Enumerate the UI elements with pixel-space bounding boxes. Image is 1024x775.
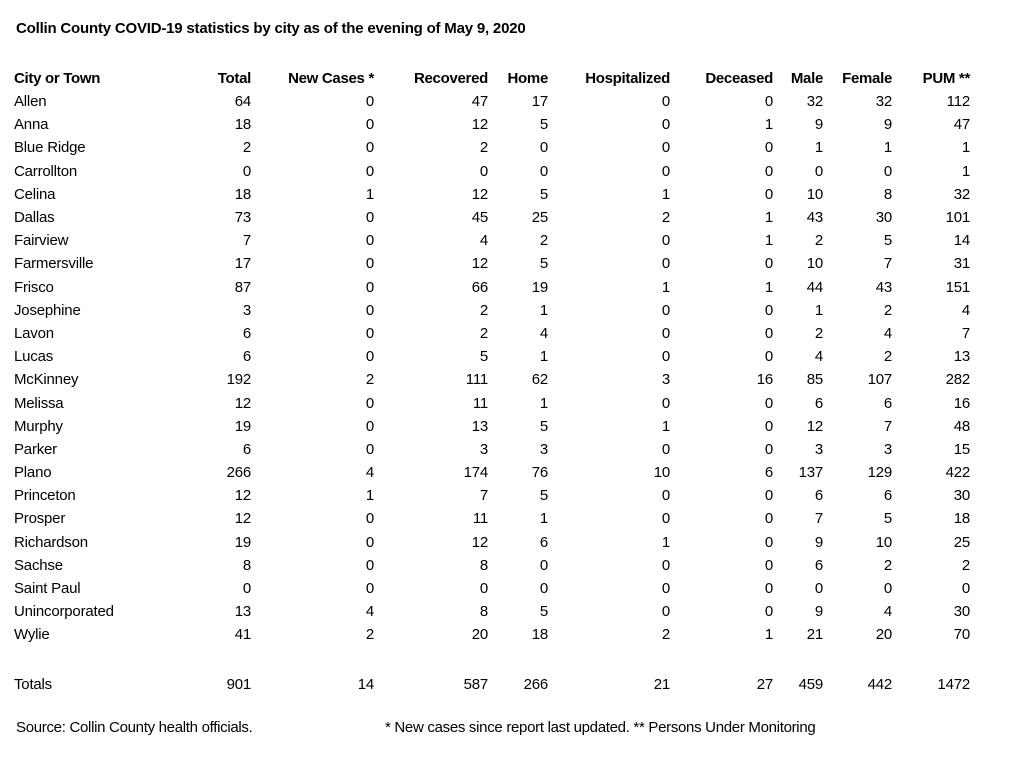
- cell-city: Dallas: [14, 209, 55, 227]
- cell-deceased: 0: [764, 255, 773, 273]
- cell-new-cases: 4: [365, 464, 374, 482]
- cell-total: 8: [242, 556, 251, 574]
- cell-male: 32: [806, 93, 823, 111]
- table-row: [14, 276, 970, 299]
- cell-pum: 18: [953, 510, 970, 528]
- cell-home: 5: [539, 116, 548, 134]
- cell-hospitalized: 1: [661, 185, 670, 203]
- header-row: [14, 66, 970, 90]
- cell-recovered: 20: [471, 626, 488, 644]
- cell-home: 0: [539, 162, 548, 180]
- cell-pum: 25: [953, 533, 970, 551]
- cell-city: Sachse: [14, 556, 63, 574]
- cell-city: Fairview: [14, 232, 69, 250]
- table-row: [14, 507, 970, 530]
- table-row: [14, 368, 970, 391]
- cell-home: 62: [531, 371, 548, 389]
- cell-total: 19: [234, 533, 251, 551]
- totals-home: 266: [523, 675, 548, 693]
- column-header-total: Total: [217, 69, 251, 87]
- cell-deceased: 1: [764, 278, 773, 296]
- cell-pum: 31: [953, 255, 970, 273]
- cell-home: 1: [539, 394, 548, 412]
- cell-total: 0: [242, 580, 251, 598]
- column-header-pum: PUM **: [922, 69, 970, 87]
- totals-recovered: 587: [463, 675, 488, 693]
- cell-new-cases: 1: [365, 185, 374, 203]
- cell-pum: 70: [953, 626, 970, 644]
- cell-male: 10: [806, 185, 823, 203]
- table-row: [14, 531, 970, 554]
- cell-female: 7: [883, 255, 892, 273]
- cell-pum: 282: [945, 371, 970, 389]
- table-row: [14, 345, 970, 368]
- cell-total: 41: [234, 626, 251, 644]
- cell-total: 12: [234, 510, 251, 528]
- cell-new-cases: 2: [365, 371, 374, 389]
- cell-female: 30: [875, 209, 892, 227]
- cell-male: 2: [814, 232, 823, 250]
- cell-total: 3: [242, 301, 251, 319]
- cell-male: 0: [814, 162, 823, 180]
- cell-hospitalized: 2: [661, 209, 670, 227]
- cell-recovered: 45: [471, 209, 488, 227]
- cell-total: 12: [234, 487, 251, 505]
- cell-home: 5: [539, 185, 548, 203]
- cell-hospitalized: 0: [661, 603, 670, 621]
- cell-home: 0: [539, 556, 548, 574]
- cell-new-cases: 2: [365, 626, 374, 644]
- table-row: [14, 415, 970, 438]
- cell-new-cases: 0: [365, 139, 374, 157]
- cell-female: 0: [883, 162, 892, 180]
- cell-total: 6: [242, 324, 251, 342]
- table-row: [14, 252, 970, 275]
- cell-hospitalized: 0: [661, 580, 670, 598]
- cell-hospitalized: 0: [661, 116, 670, 134]
- cell-deceased: 0: [764, 301, 773, 319]
- cell-hospitalized: 0: [661, 301, 670, 319]
- cell-recovered: 2: [479, 139, 488, 157]
- table-row: [14, 206, 970, 229]
- cell-recovered: 5: [479, 348, 488, 366]
- cell-female: 129: [867, 464, 892, 482]
- cell-home: 5: [539, 255, 548, 273]
- cell-recovered: 11: [472, 394, 488, 412]
- cell-male: 21: [806, 626, 823, 644]
- column-header-female: Female: [842, 69, 892, 87]
- cell-pum: 14: [953, 232, 970, 250]
- cell-total: 2: [242, 139, 251, 157]
- cell-hospitalized: 0: [661, 232, 670, 250]
- cell-city: Farmersville: [14, 255, 94, 273]
- totals-new-cases: 14: [357, 675, 374, 693]
- cell-recovered: 2: [479, 301, 488, 319]
- cell-home: 3: [539, 440, 548, 458]
- cell-recovered: 0: [479, 580, 488, 598]
- cell-female: 43: [875, 278, 892, 296]
- table-row: [14, 600, 970, 623]
- cell-city: Plano: [14, 464, 52, 482]
- cell-hospitalized: 0: [661, 394, 670, 412]
- cell-home: 19: [531, 278, 548, 296]
- cell-deceased: 0: [764, 162, 773, 180]
- cell-home: 1: [539, 348, 548, 366]
- cell-female: 7: [883, 417, 892, 435]
- cell-deceased: 0: [764, 348, 773, 366]
- cell-hospitalized: 0: [661, 255, 670, 273]
- cell-total: 12: [234, 394, 251, 412]
- cell-total: 0: [242, 162, 251, 180]
- cell-male: 9: [814, 116, 823, 134]
- cell-total: 6: [242, 348, 251, 366]
- cell-new-cases: 0: [365, 209, 374, 227]
- cell-male: 137: [798, 464, 823, 482]
- cell-new-cases: 0: [365, 93, 374, 111]
- cell-deceased: 1: [764, 116, 773, 134]
- cell-female: 20: [875, 626, 892, 644]
- cell-hospitalized: 1: [661, 533, 670, 551]
- table-row: [14, 438, 970, 461]
- cell-female: 2: [883, 301, 892, 319]
- cell-male: 9: [814, 533, 823, 551]
- totals-male: 459: [798, 675, 823, 693]
- cell-home: 4: [539, 324, 548, 342]
- cell-recovered: 47: [471, 93, 488, 111]
- cell-city: Lucas: [14, 348, 54, 366]
- cell-male: 6: [814, 394, 823, 412]
- totals-total: 901: [226, 675, 251, 693]
- cell-home: 1: [539, 301, 548, 319]
- stats-table: [14, 66, 970, 696]
- cell-total: 19: [234, 417, 251, 435]
- table-row: [14, 322, 970, 345]
- table-row: [14, 577, 970, 600]
- cell-new-cases: 0: [365, 255, 374, 273]
- table-row: [14, 90, 970, 113]
- cell-female: 4: [883, 603, 892, 621]
- cell-pum: 30: [953, 603, 970, 621]
- table-row: [14, 623, 970, 646]
- cell-female: 3: [883, 440, 892, 458]
- cell-recovered: 2: [479, 324, 488, 342]
- cell-pum: 1: [961, 162, 970, 180]
- cell-city: Blue Ridge: [14, 139, 86, 157]
- cell-hospitalized: 0: [661, 440, 670, 458]
- cell-total: 7: [242, 232, 251, 250]
- cell-pum: 1: [961, 139, 970, 157]
- cell-female: 107: [867, 371, 892, 389]
- cell-hospitalized: 0: [661, 93, 670, 111]
- cell-city: Wylie: [14, 626, 50, 644]
- cell-hospitalized: 2: [661, 626, 670, 644]
- cell-male: 2: [814, 324, 823, 342]
- cell-recovered: 3: [479, 440, 488, 458]
- cell-total: 266: [226, 464, 251, 482]
- cell-recovered: 12: [471, 533, 488, 551]
- cell-hospitalized: 0: [661, 510, 670, 528]
- cell-total: 192: [226, 371, 251, 389]
- cell-female: 32: [875, 93, 892, 111]
- cell-male: 0: [814, 580, 823, 598]
- cell-recovered: 111: [465, 371, 488, 389]
- cell-pum: 101: [945, 209, 970, 227]
- cell-new-cases: 0: [365, 417, 374, 435]
- cell-city: Carrollton: [14, 162, 78, 180]
- cell-deceased: 6: [764, 464, 773, 482]
- totals-deceased: 27: [756, 675, 773, 693]
- cell-new-cases: 0: [365, 394, 374, 412]
- cell-female: 6: [883, 394, 892, 412]
- cell-home: 0: [539, 580, 548, 598]
- cell-female: 8: [883, 185, 892, 203]
- cell-city: Anna: [14, 116, 49, 134]
- column-header-city: City or Town: [14, 69, 101, 87]
- cell-recovered: 8: [479, 603, 488, 621]
- cell-home: 1: [539, 510, 548, 528]
- cell-city: Prosper: [14, 510, 66, 528]
- table-row: [14, 183, 970, 206]
- cell-recovered: 174: [463, 464, 488, 482]
- cell-total: 6: [242, 440, 251, 458]
- totals-female: 442: [867, 675, 892, 693]
- cell-home: 2: [539, 232, 548, 250]
- cell-home: 5: [539, 603, 548, 621]
- cell-deceased: 0: [764, 185, 773, 203]
- cell-new-cases: 0: [365, 116, 374, 134]
- column-header-male: Male: [790, 69, 823, 87]
- cell-city: Unincorporated: [14, 603, 114, 621]
- table-row: [14, 391, 970, 414]
- cell-new-cases: 0: [365, 348, 374, 366]
- cell-deceased: 0: [764, 487, 773, 505]
- cell-hospitalized: 1: [661, 417, 670, 435]
- cell-home: 0: [539, 139, 548, 157]
- totals-label: Totals: [14, 675, 52, 693]
- cell-recovered: 12: [471, 255, 488, 273]
- cell-pum: 151: [945, 278, 970, 296]
- cell-male: 10: [806, 255, 823, 273]
- cell-pum: 15: [953, 440, 970, 458]
- cell-city: Melissa: [14, 394, 64, 412]
- cell-female: 1: [883, 139, 892, 157]
- cell-pum: 30: [953, 487, 970, 505]
- cell-recovered: 8: [479, 556, 488, 574]
- cell-recovered: 11: [472, 510, 488, 528]
- cell-home: 25: [531, 209, 548, 227]
- cell-deceased: 16: [756, 371, 773, 389]
- table-row: [14, 461, 970, 484]
- cell-deceased: 0: [764, 324, 773, 342]
- cell-city: Allen: [14, 93, 47, 111]
- cell-female: 0: [883, 580, 892, 598]
- cell-new-cases: 0: [365, 556, 374, 574]
- cell-deceased: 0: [764, 580, 773, 598]
- cell-male: 43: [806, 209, 823, 227]
- cell-total: 87: [234, 278, 251, 296]
- spacer-row: [14, 647, 970, 673]
- cell-total: 18: [234, 116, 251, 134]
- cell-deceased: 1: [764, 209, 773, 227]
- cell-new-cases: 0: [365, 301, 374, 319]
- column-header-hospitalized: Hospitalized: [585, 69, 670, 87]
- table-row: [14, 554, 970, 577]
- cell-male: 44: [806, 278, 823, 296]
- table-row: [14, 484, 970, 507]
- column-header-new-cases: New Cases *: [288, 69, 374, 87]
- cell-new-cases: 0: [365, 510, 374, 528]
- cell-deceased: 0: [764, 556, 773, 574]
- cell-pum: 48: [953, 417, 970, 435]
- cell-male: 6: [814, 556, 823, 574]
- cell-hospitalized: 1: [661, 278, 670, 296]
- cell-female: 10: [875, 533, 892, 551]
- column-header-home: Home: [507, 69, 548, 87]
- cell-pum: 4: [961, 301, 970, 319]
- cell-pum: 13: [953, 348, 970, 366]
- table-row: [14, 299, 970, 322]
- table-row: [14, 160, 970, 183]
- cell-city: Richardson: [14, 533, 88, 551]
- cell-home: 5: [539, 417, 548, 435]
- cell-male: 85: [806, 371, 823, 389]
- cell-recovered: 13: [471, 417, 488, 435]
- cell-pum: 0: [961, 580, 970, 598]
- cell-recovered: 12: [471, 185, 488, 203]
- totals-pum: 1472: [937, 675, 970, 693]
- cell-pum: 47: [953, 116, 970, 134]
- cell-recovered: 4: [479, 232, 488, 250]
- cell-deceased: 1: [764, 626, 773, 644]
- cell-hospitalized: 0: [661, 487, 670, 505]
- cell-pum: 2: [961, 556, 970, 574]
- cell-total: 13: [234, 603, 251, 621]
- cell-new-cases: 0: [365, 533, 374, 551]
- source-note: Source: Collin County health officials.: [16, 719, 253, 736]
- cell-male: 1: [814, 301, 823, 319]
- cell-recovered: 66: [471, 278, 488, 296]
- cell-hospitalized: 10: [653, 464, 670, 482]
- table-row: [14, 229, 970, 252]
- cell-pum: 16: [953, 394, 970, 412]
- cell-city: Josephine: [14, 301, 81, 319]
- cell-total: 64: [234, 93, 251, 111]
- cell-home: 18: [531, 626, 548, 644]
- cell-home: 17: [531, 93, 548, 111]
- cell-city: Celina: [14, 185, 56, 203]
- cell-male: 1: [814, 139, 823, 157]
- cell-city: Frisco: [14, 278, 54, 296]
- table-row: [14, 136, 970, 159]
- table-row: [14, 113, 970, 136]
- cell-male: 7: [814, 510, 823, 528]
- cell-city: McKinney: [14, 371, 79, 389]
- cell-hospitalized: 3: [661, 371, 670, 389]
- cell-home: 6: [539, 533, 548, 551]
- cell-deceased: 0: [764, 139, 773, 157]
- cell-total: 18: [234, 185, 251, 203]
- cell-male: 4: [814, 348, 823, 366]
- cell-deceased: 0: [764, 440, 773, 458]
- cell-city: Murphy: [14, 417, 63, 435]
- cell-city: Saint Paul: [14, 580, 81, 598]
- cell-new-cases: 0: [365, 232, 374, 250]
- cell-city: Princeton: [14, 487, 76, 505]
- cell-total: 17: [234, 255, 251, 273]
- cell-recovered: 12: [471, 116, 488, 134]
- cell-hospitalized: 0: [661, 556, 670, 574]
- cell-new-cases: 0: [365, 162, 374, 180]
- cell-female: 2: [883, 556, 892, 574]
- cell-pum: 112: [946, 93, 970, 111]
- cell-female: 9: [883, 116, 892, 134]
- cell-home: 5: [539, 487, 548, 505]
- cell-pum: 32: [953, 185, 970, 203]
- cell-deceased: 0: [764, 93, 773, 111]
- cell-recovered: 7: [479, 487, 488, 505]
- cell-deceased: 0: [764, 417, 773, 435]
- cell-deceased: 0: [764, 510, 773, 528]
- cell-deceased: 0: [764, 603, 773, 621]
- cell-female: 6: [883, 487, 892, 505]
- cell-new-cases: 4: [365, 603, 374, 621]
- cell-new-cases: 0: [365, 324, 374, 342]
- cell-hospitalized: 0: [661, 139, 670, 157]
- cell-new-cases: 0: [365, 580, 374, 598]
- cell-new-cases: 0: [365, 440, 374, 458]
- cell-male: 9: [814, 603, 823, 621]
- cell-city: Lavon: [14, 324, 54, 342]
- cell-hospitalized: 0: [661, 348, 670, 366]
- cell-deceased: 0: [764, 394, 773, 412]
- cell-new-cases: 0: [365, 278, 374, 296]
- page-title: Collin County COVID-19 statistics by city as of the evening of May 9, 2020: [16, 20, 526, 37]
- cell-male: 3: [814, 440, 823, 458]
- cell-female: 5: [883, 232, 892, 250]
- cell-female: 5: [883, 510, 892, 528]
- cell-pum: 422: [945, 464, 970, 482]
- cell-recovered: 0: [479, 162, 488, 180]
- cell-pum: 7: [961, 324, 970, 342]
- cell-new-cases: 1: [365, 487, 374, 505]
- cell-male: 12: [806, 417, 823, 435]
- totals-hospitalized: 21: [653, 675, 670, 693]
- cell-deceased: 0: [764, 533, 773, 551]
- column-header-recovered: Recovered: [413, 69, 488, 87]
- cell-female: 2: [883, 348, 892, 366]
- column-header-deceased: Deceased: [705, 69, 773, 87]
- cell-female: 4: [883, 324, 892, 342]
- cell-hospitalized: 0: [661, 162, 670, 180]
- cell-city: Parker: [14, 440, 57, 458]
- cell-male: 6: [814, 487, 823, 505]
- cell-home: 76: [531, 464, 548, 482]
- cell-deceased: 1: [764, 232, 773, 250]
- footnotes: * New cases since report last updated. ** Persons Under Monitoring: [385, 719, 816, 736]
- cell-hospitalized: 0: [661, 324, 670, 342]
- totals-row: [14, 673, 970, 696]
- cell-total: 73: [234, 209, 251, 227]
